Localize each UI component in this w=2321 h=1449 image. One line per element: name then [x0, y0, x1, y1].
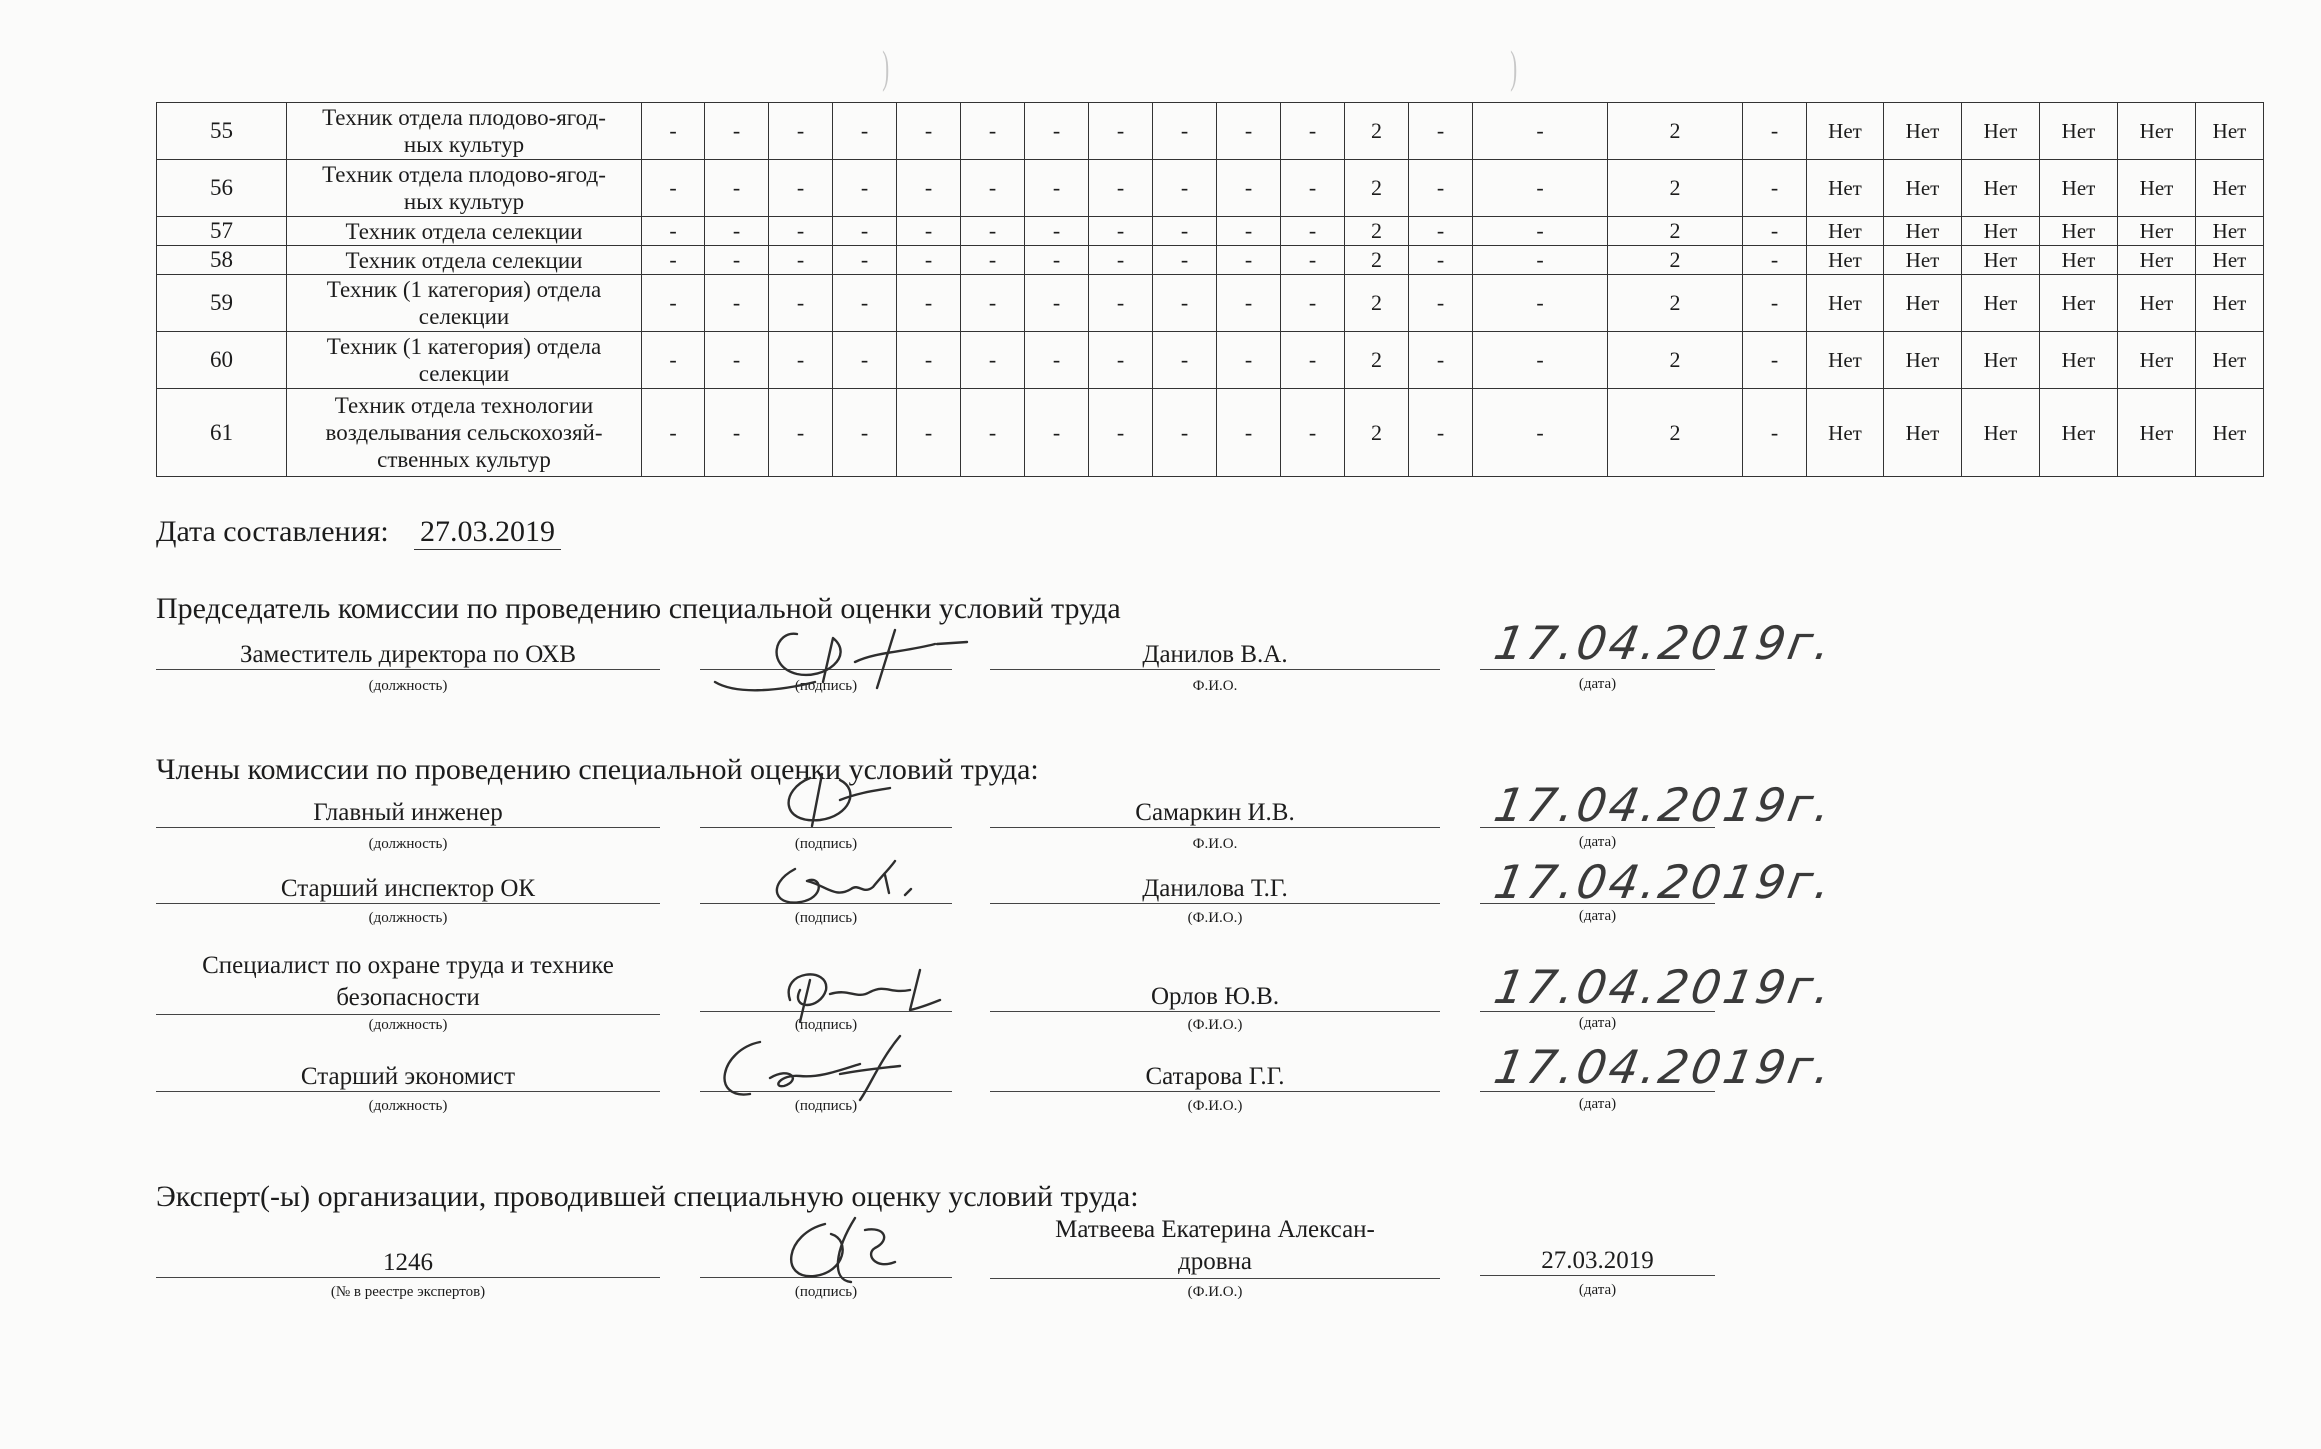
- class-cell: -: [897, 332, 961, 389]
- class-cell: -: [1153, 103, 1217, 160]
- date-caption: (дата): [1578, 1096, 1617, 1112]
- flag-cell: Нет: [2118, 160, 2196, 217]
- position-line: Техник отдела плодово-ягод-: [322, 105, 606, 130]
- position-cell: [287, 389, 642, 477]
- class-cell: 2: [1608, 332, 1743, 389]
- member-1-signature: [760, 770, 900, 830]
- signature-caption: (подпись): [794, 836, 858, 852]
- class-cell: -: [642, 275, 705, 332]
- chair-name: Данилов В.А.: [990, 640, 1440, 670]
- signature-caption: (подпись): [794, 1017, 858, 1033]
- position-cell: [287, 246, 642, 275]
- class-cell: -: [1089, 103, 1153, 160]
- flag-cell: Нет: [1962, 389, 2040, 477]
- class-cell: -: [1089, 332, 1153, 389]
- class-cell: -: [961, 389, 1025, 477]
- class-cell: -: [705, 389, 769, 477]
- flag-cell: Нет: [2196, 103, 2264, 160]
- position-line: ственных культур: [377, 447, 551, 472]
- flag-cell: Нет: [2196, 275, 2264, 332]
- position-line: возделывания сельскохозяй-: [325, 420, 603, 445]
- class-cell: -: [1281, 217, 1345, 246]
- date-caption: (дата): [1578, 1015, 1617, 1031]
- class-cell: -: [1089, 275, 1153, 332]
- class-cell: -: [769, 275, 833, 332]
- class-cell: -: [1473, 246, 1608, 275]
- class-cell: -: [1743, 217, 1807, 246]
- member-2-position: Старший инспектор ОК: [156, 874, 660, 904]
- class-cell: -: [1743, 389, 1807, 477]
- date-caption: (дата): [1578, 676, 1617, 692]
- class-cell: -: [833, 217, 897, 246]
- class-cell: -: [1153, 217, 1217, 246]
- flag-cell: Нет: [2040, 217, 2118, 246]
- flag-cell: Нет: [2040, 246, 2118, 275]
- class-cell: 2: [1345, 160, 1409, 217]
- class-cell: -: [1025, 160, 1089, 217]
- class-cell: -: [1473, 217, 1608, 246]
- class-cell: -: [642, 332, 705, 389]
- signature-caption: (подпись): [794, 1284, 858, 1300]
- flag-cell: Нет: [1807, 246, 1884, 275]
- class-cell: -: [833, 103, 897, 160]
- flag-cell: Нет: [2040, 332, 2118, 389]
- scan-mark: ): [882, 41, 890, 92]
- flag-cell: Нет: [2196, 332, 2264, 389]
- flag-cell: Нет: [2040, 275, 2118, 332]
- class-cell: -: [642, 389, 705, 477]
- flag-cell: Нет: [2118, 103, 2196, 160]
- position-cell: [287, 275, 642, 332]
- position-line: Техник отдела технологии: [334, 393, 594, 418]
- class-cell: -: [1409, 103, 1473, 160]
- flag-cell: Нет: [2040, 160, 2118, 217]
- class-cell: 2: [1345, 103, 1409, 160]
- flag-cell: Нет: [2118, 275, 2196, 332]
- flag-cell: Нет: [1962, 160, 2040, 217]
- class-cell: -: [1089, 389, 1153, 477]
- class-cell: -: [1473, 103, 1608, 160]
- position-line: Техник (1 категория) отдела: [326, 334, 602, 359]
- position-line: селекции: [418, 361, 510, 386]
- member-4-date: 17.04.2019г.: [1490, 1040, 1838, 1094]
- class-cell: -: [1743, 332, 1807, 389]
- class-cell: -: [1217, 389, 1281, 477]
- class-cell: 2: [1345, 275, 1409, 332]
- position-cell: [287, 160, 642, 217]
- row-number: 59: [157, 275, 287, 332]
- class-cell: -: [1281, 246, 1345, 275]
- class-cell: -: [705, 246, 769, 275]
- member-1-date: 17.04.2019г.: [1490, 778, 1838, 832]
- class-cell: -: [705, 103, 769, 160]
- class-cell: 2: [1608, 160, 1743, 217]
- class-cell: 2: [1345, 246, 1409, 275]
- flag-cell: Нет: [2040, 389, 2118, 477]
- table-row: [157, 160, 2264, 217]
- table-row: [157, 332, 2264, 389]
- flag-cell: Нет: [2040, 103, 2118, 160]
- class-cell: -: [961, 103, 1025, 160]
- class-cell: -: [897, 389, 961, 477]
- position-line: Техник (1 категория) отдела: [326, 277, 602, 302]
- row-number: 58: [157, 246, 287, 275]
- position-caption: (должность): [368, 836, 448, 852]
- table-row: [157, 275, 2264, 332]
- expert-name: Матвеева Екатерина Алексан- дровна: [990, 1214, 1440, 1279]
- class-cell: -: [642, 246, 705, 275]
- flag-cell: Нет: [1884, 389, 1962, 477]
- class-cell: -: [961, 275, 1025, 332]
- fio-caption: (Ф.И.О.): [1187, 1284, 1243, 1300]
- class-cell: -: [833, 246, 897, 275]
- flag-cell: Нет: [1884, 275, 1962, 332]
- class-cell: -: [897, 217, 961, 246]
- class-cell: -: [897, 160, 961, 217]
- flag-cell: Нет: [1884, 103, 1962, 160]
- chair-signature: [705, 622, 995, 692]
- flag-cell: Нет: [1807, 103, 1884, 160]
- class-cell: -: [1025, 332, 1089, 389]
- class-cell: -: [1473, 160, 1608, 217]
- class-cell: -: [961, 217, 1025, 246]
- flag-cell: Нет: [1807, 389, 1884, 477]
- member-1-position: Главный инженер: [156, 798, 660, 828]
- class-cell: -: [833, 160, 897, 217]
- flag-cell: Нет: [2196, 246, 2264, 275]
- fio-caption: (Ф.И.О.): [1187, 1017, 1243, 1033]
- class-cell: -: [1409, 389, 1473, 477]
- position-line: Техник отдела селекции: [345, 247, 583, 273]
- class-cell: -: [1743, 103, 1807, 160]
- class-cell: -: [1281, 103, 1345, 160]
- class-cell: -: [961, 332, 1025, 389]
- class-cell: -: [1025, 275, 1089, 332]
- class-cell: -: [1153, 389, 1217, 477]
- signature-caption: (подпись): [794, 1098, 858, 1114]
- class-cell: -: [705, 275, 769, 332]
- class-cell: -: [1743, 275, 1807, 332]
- member-3-date: 17.04.2019г.: [1490, 960, 1838, 1014]
- expert-registry: 1246: [156, 1248, 660, 1278]
- position-caption: (должность): [368, 678, 448, 694]
- class-cell: -: [961, 246, 1025, 275]
- class-cell: -: [897, 103, 961, 160]
- class-cell: -: [833, 389, 897, 477]
- expert-date: 27.03.2019: [1480, 1246, 1715, 1276]
- class-cell: -: [1409, 217, 1473, 246]
- registry-caption: (№ в реестре экспертов): [330, 1284, 486, 1300]
- class-cell: -: [1281, 160, 1345, 217]
- compiled-label: Дата составления:: [156, 515, 389, 548]
- class-cell: -: [769, 103, 833, 160]
- workplace-table: [156, 102, 2264, 477]
- flag-cell: Нет: [2118, 246, 2196, 275]
- class-cell: -: [1217, 103, 1281, 160]
- class-cell: -: [1473, 332, 1608, 389]
- class-cell: -: [833, 332, 897, 389]
- table-row: [157, 103, 2264, 160]
- chair-date: 17.04.2019г.: [1490, 616, 1838, 670]
- flag-cell: Нет: [1884, 332, 1962, 389]
- class-cell: -: [769, 389, 833, 477]
- signature-caption: (подпись): [794, 678, 858, 694]
- flag-cell: Нет: [2118, 217, 2196, 246]
- compiled-date: 27.03.2019: [414, 515, 561, 550]
- class-cell: 2: [1608, 389, 1743, 477]
- class-cell: -: [1089, 217, 1153, 246]
- class-cell: -: [1743, 160, 1807, 217]
- member-2-signature: [755, 855, 955, 915]
- class-cell: -: [1153, 275, 1217, 332]
- class-cell: -: [1025, 217, 1089, 246]
- position-cell: [287, 217, 642, 246]
- class-cell: -: [769, 160, 833, 217]
- row-number: 55: [157, 103, 287, 160]
- class-cell: -: [833, 275, 897, 332]
- class-cell: -: [1409, 332, 1473, 389]
- date-caption: (дата): [1578, 1282, 1617, 1298]
- class-cell: -: [1743, 246, 1807, 275]
- table-row: [157, 389, 2264, 477]
- class-cell: -: [897, 275, 961, 332]
- table-row: [157, 217, 2264, 246]
- class-cell: 2: [1608, 103, 1743, 160]
- flag-cell: Нет: [2196, 217, 2264, 246]
- flag-cell: Нет: [2196, 160, 2264, 217]
- flag-cell: Нет: [1884, 246, 1962, 275]
- signature-caption: (подпись): [794, 910, 858, 926]
- class-cell: -: [1473, 275, 1608, 332]
- position-caption: (должность): [368, 1017, 448, 1033]
- position-caption: (должность): [368, 1098, 448, 1114]
- flag-cell: Нет: [1962, 246, 2040, 275]
- member-3-position: Специалист по охране труда и технике безопасности: [156, 950, 660, 1015]
- date-caption: (дата): [1578, 834, 1617, 850]
- class-cell: -: [1217, 275, 1281, 332]
- fio-caption: (Ф.И.О.): [1187, 910, 1243, 926]
- position-line: Техник отдела плодово-ягод-: [322, 162, 606, 187]
- class-cell: -: [705, 217, 769, 246]
- class-cell: -: [1217, 160, 1281, 217]
- expert-heading: Эксперт(-ы) организации, проводившей специальную оценку условий труда:: [156, 1180, 1139, 1213]
- class-cell: -: [1217, 246, 1281, 275]
- class-cell: -: [769, 246, 833, 275]
- class-cell: -: [961, 160, 1025, 217]
- class-cell: -: [1153, 160, 1217, 217]
- member-3-name: Орлов Ю.В.: [990, 982, 1440, 1012]
- flag-cell: Нет: [1884, 217, 1962, 246]
- class-cell: 2: [1608, 275, 1743, 332]
- member-2-name: Данилова Т.Г.: [990, 874, 1440, 904]
- class-cell: -: [1409, 246, 1473, 275]
- flag-cell: Нет: [1807, 160, 1884, 217]
- member-4-name: Сатарова Г.Г.: [990, 1062, 1440, 1092]
- fio-caption: (Ф.И.О.): [1187, 1098, 1243, 1114]
- flag-cell: Нет: [1962, 332, 2040, 389]
- table-row: [157, 246, 2264, 275]
- flag-cell: Нет: [1807, 217, 1884, 246]
- position-line: селекции: [418, 304, 510, 329]
- flag-cell: Нет: [1962, 275, 2040, 332]
- position-line: ных культур: [403, 189, 525, 214]
- date-caption: (дата): [1578, 908, 1617, 924]
- flag-cell: Нет: [1807, 275, 1884, 332]
- position-line: ных культур: [403, 132, 525, 157]
- class-cell: -: [1217, 332, 1281, 389]
- member-1-name: Самаркин И.В.: [990, 798, 1440, 828]
- class-cell: -: [1281, 332, 1345, 389]
- class-cell: -: [1409, 160, 1473, 217]
- member-2-date: 17.04.2019г.: [1490, 855, 1838, 909]
- class-cell: -: [1281, 389, 1345, 477]
- class-cell: -: [1217, 217, 1281, 246]
- flag-cell: Нет: [1807, 332, 1884, 389]
- flag-cell: Нет: [2118, 389, 2196, 477]
- row-number: 61: [157, 389, 287, 477]
- class-cell: -: [642, 160, 705, 217]
- position-cell: [287, 103, 642, 160]
- class-cell: -: [769, 332, 833, 389]
- class-cell: -: [897, 246, 961, 275]
- chair-position: Заместитель директора по ОХВ: [156, 640, 660, 670]
- member-4-position: Старший экономист: [156, 1062, 660, 1092]
- class-cell: -: [769, 217, 833, 246]
- flag-cell: Нет: [1962, 103, 2040, 160]
- chair-heading: Председатель комиссии по проведению специальной оценки условий труда: [156, 592, 1121, 625]
- members-heading: Члены комиссии по проведению специальной оценки условий труда:: [156, 753, 1039, 786]
- scan-mark: ): [1510, 41, 1518, 92]
- position-cell: [287, 332, 642, 389]
- class-cell: -: [1473, 389, 1608, 477]
- fio-caption: Ф.И.О.: [1192, 678, 1238, 694]
- row-number: 56: [157, 160, 287, 217]
- class-cell: -: [1281, 275, 1345, 332]
- class-cell: -: [705, 332, 769, 389]
- class-cell: -: [642, 217, 705, 246]
- class-cell: 2: [1608, 217, 1743, 246]
- class-cell: 2: [1608, 246, 1743, 275]
- class-cell: -: [1025, 246, 1089, 275]
- class-cell: 2: [1345, 332, 1409, 389]
- class-cell: 2: [1345, 389, 1409, 477]
- row-number: 60: [157, 332, 287, 389]
- fio-caption: Ф.И.О.: [1192, 836, 1238, 852]
- class-cell: -: [1153, 332, 1217, 389]
- flag-cell: Нет: [2196, 389, 2264, 477]
- position-line: Техник отдела селекции: [345, 218, 583, 244]
- position-caption: (должность): [368, 910, 448, 926]
- class-cell: -: [1025, 389, 1089, 477]
- flag-cell: Нет: [1884, 160, 1962, 217]
- row-number: 57: [157, 217, 287, 246]
- class-cell: -: [1025, 103, 1089, 160]
- class-cell: -: [705, 160, 769, 217]
- class-cell: 2: [1345, 217, 1409, 246]
- class-cell: -: [1153, 246, 1217, 275]
- flag-cell: Нет: [2118, 332, 2196, 389]
- class-cell: -: [1409, 275, 1473, 332]
- class-cell: -: [1089, 246, 1153, 275]
- class-cell: -: [642, 103, 705, 160]
- class-cell: -: [1089, 160, 1153, 217]
- flag-cell: Нет: [1962, 217, 2040, 246]
